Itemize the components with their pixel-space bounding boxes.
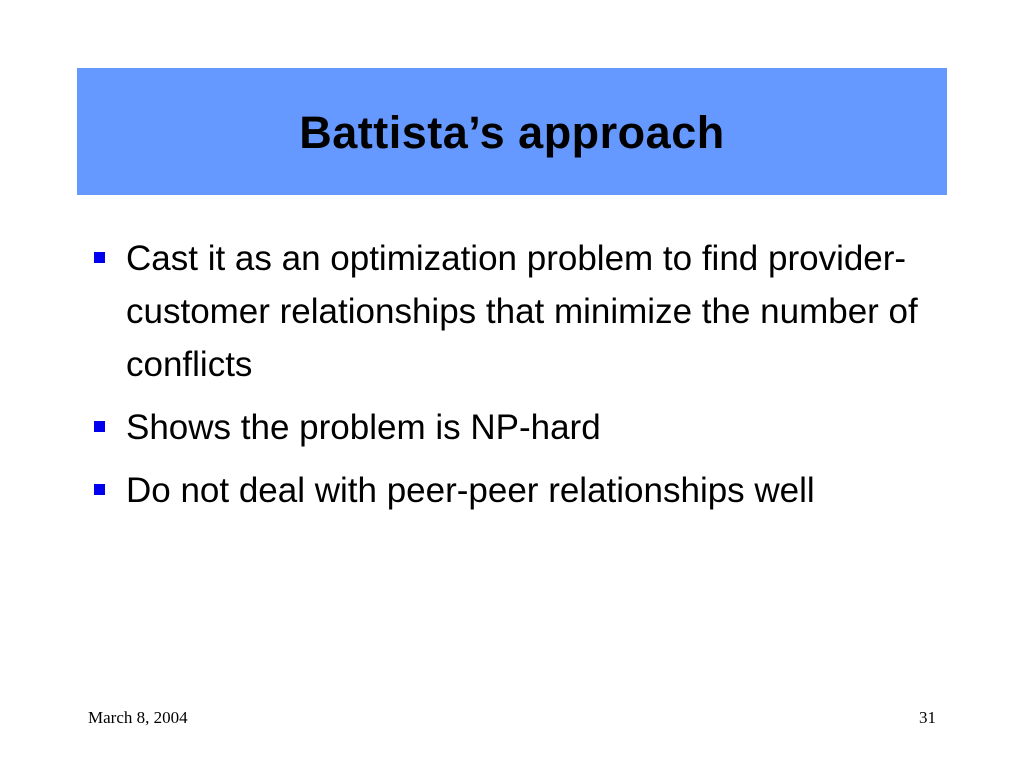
bullet-text: Cast it as an optimization problem to find provider-customer relationships that minimize the number of conflicts bbox=[126, 239, 918, 384]
slide-title: Battista’s approach bbox=[299, 106, 725, 158]
square-bullet-icon bbox=[94, 484, 105, 495]
bullet-text: Shows the problem is NP-hard bbox=[126, 408, 601, 447]
square-bullet-icon bbox=[94, 252, 105, 263]
bullet-item bbox=[90, 232, 950, 391]
bullet-text: Do not deal with peer-peer relationships well bbox=[126, 471, 815, 510]
footer-date: March 8, 2004 bbox=[88, 708, 188, 727]
bullet-list bbox=[90, 232, 950, 527]
page-number: 31 bbox=[919, 708, 936, 727]
bullet-item bbox=[90, 401, 950, 454]
title-banner bbox=[77, 68, 947, 195]
bullet-item bbox=[90, 464, 950, 517]
square-bullet-icon bbox=[94, 421, 105, 432]
